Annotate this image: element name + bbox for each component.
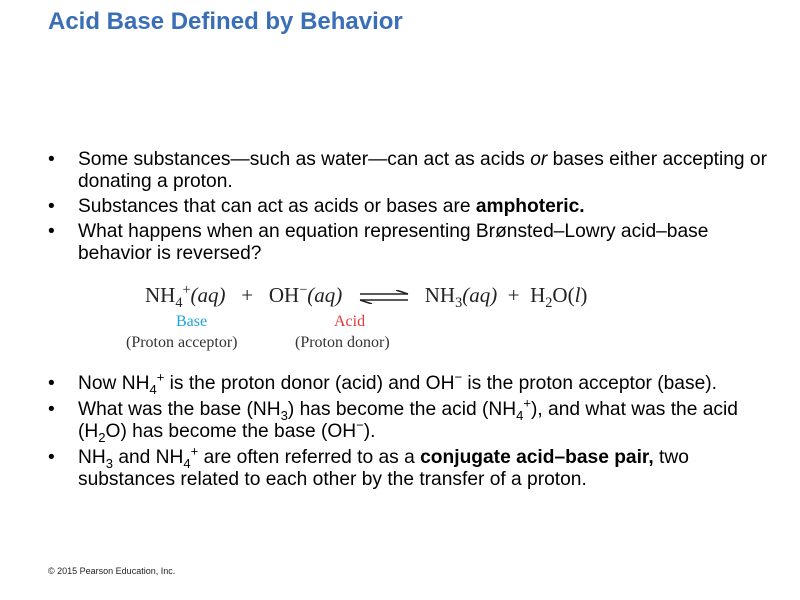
bullet-reversal-question — [48, 221, 768, 265]
bullet-subscript: 2 — [98, 429, 106, 445]
bullet-nh4-donor — [48, 369, 768, 397]
bullet-text: ) has become the acid (NH — [287, 399, 517, 420]
eq-subscript: 2 — [545, 295, 553, 312]
bullet-text: bases either accepting or donating a proton. — [78, 149, 767, 192]
eq-subscript: 4 — [175, 295, 183, 312]
bullet-amphoteric-definition — [48, 196, 768, 218]
eq-paren: ) — [580, 283, 588, 307]
bullet-subscript: 3 — [280, 407, 288, 423]
label-proton-acceptor: (Proton acceptor) — [126, 334, 238, 351]
eq-state-liquid: l — [574, 283, 581, 307]
bullet-subscript: 4 — [183, 455, 191, 471]
bullet-text: Now NH — [78, 373, 150, 394]
eq-state: (aq) — [307, 283, 343, 307]
eq-h2o-o: O( — [552, 283, 575, 307]
bullet-superscript: + — [523, 395, 531, 411]
bullet-term: conjugate acid–base pair, — [420, 447, 654, 468]
eq-plus: + — [241, 283, 254, 307]
bullet-conjugate-pair — [48, 443, 768, 491]
bullet-superscript: − — [356, 417, 364, 433]
bullet-subscript: 4 — [516, 407, 524, 423]
label-acid: Acid — [334, 313, 366, 330]
eq-plus: + — [507, 283, 520, 307]
eq-nh4: NH — [145, 283, 176, 307]
eq-h2o: H — [530, 283, 546, 307]
bullet-text: Substances that can act as acids or bases are — [78, 196, 476, 217]
eq-superscript: + — [182, 282, 191, 298]
eq-superscript: − — [299, 282, 308, 298]
bullet-text: two substances related to each other by the transfer of a proton. — [78, 447, 689, 490]
bullet-subscript: 4 — [149, 381, 157, 397]
copyright-footer: © 2015 Pearson Education, Inc. — [48, 566, 176, 576]
bullet-text: Some substances—such as water—can act as acids — [78, 149, 531, 170]
bullet-text: are often referred to as a — [198, 447, 421, 468]
eq-state: (aq) — [190, 283, 226, 307]
equilibrium-arrow-icon — [358, 285, 410, 310]
bullet-list-bottom — [48, 369, 768, 495]
bullet-text: is the proton acceptor (base). — [462, 373, 717, 394]
chemical-equation — [145, 283, 587, 310]
bullet-amphoteric-intro — [48, 149, 768, 193]
bullet-text: O) has become the base (OH — [105, 421, 357, 442]
bullet-text: What was the base (NH — [78, 399, 281, 420]
label-proton-donor: (Proton donor) — [295, 334, 390, 351]
bullet-superscript: + — [190, 443, 199, 459]
eq-oh: OH — [268, 283, 300, 307]
bullet-text: ). — [363, 421, 376, 442]
bullet-text: NH — [78, 447, 106, 468]
bullet-text: and NH — [112, 447, 184, 468]
label-base: Base — [176, 313, 208, 330]
slide-title: Acid Base Defined by Behavior — [48, 8, 403, 35]
bullet-text: ), and what was the acid (H — [78, 399, 738, 442]
eq-nh3: NH — [424, 283, 456, 307]
bullet-list-top — [48, 149, 768, 268]
eq-state: (aq) — [462, 283, 498, 307]
bullet-superscript: − — [454, 369, 463, 385]
bullet-roles-swapped — [48, 395, 768, 445]
bullet-subscript: 3 — [105, 455, 113, 471]
eq-subscript: 3 — [455, 295, 463, 312]
bullet-term: amphoteric. — [475, 196, 585, 217]
bullet-text: What happens when an equation representing Brønsted–Lowry acid–base behavior is reversed? — [78, 221, 709, 264]
bullet-superscript: + — [156, 369, 165, 385]
bullet-emphasis: or — [530, 149, 548, 170]
bullet-text: is the proton donor (acid) and OH — [164, 373, 455, 394]
